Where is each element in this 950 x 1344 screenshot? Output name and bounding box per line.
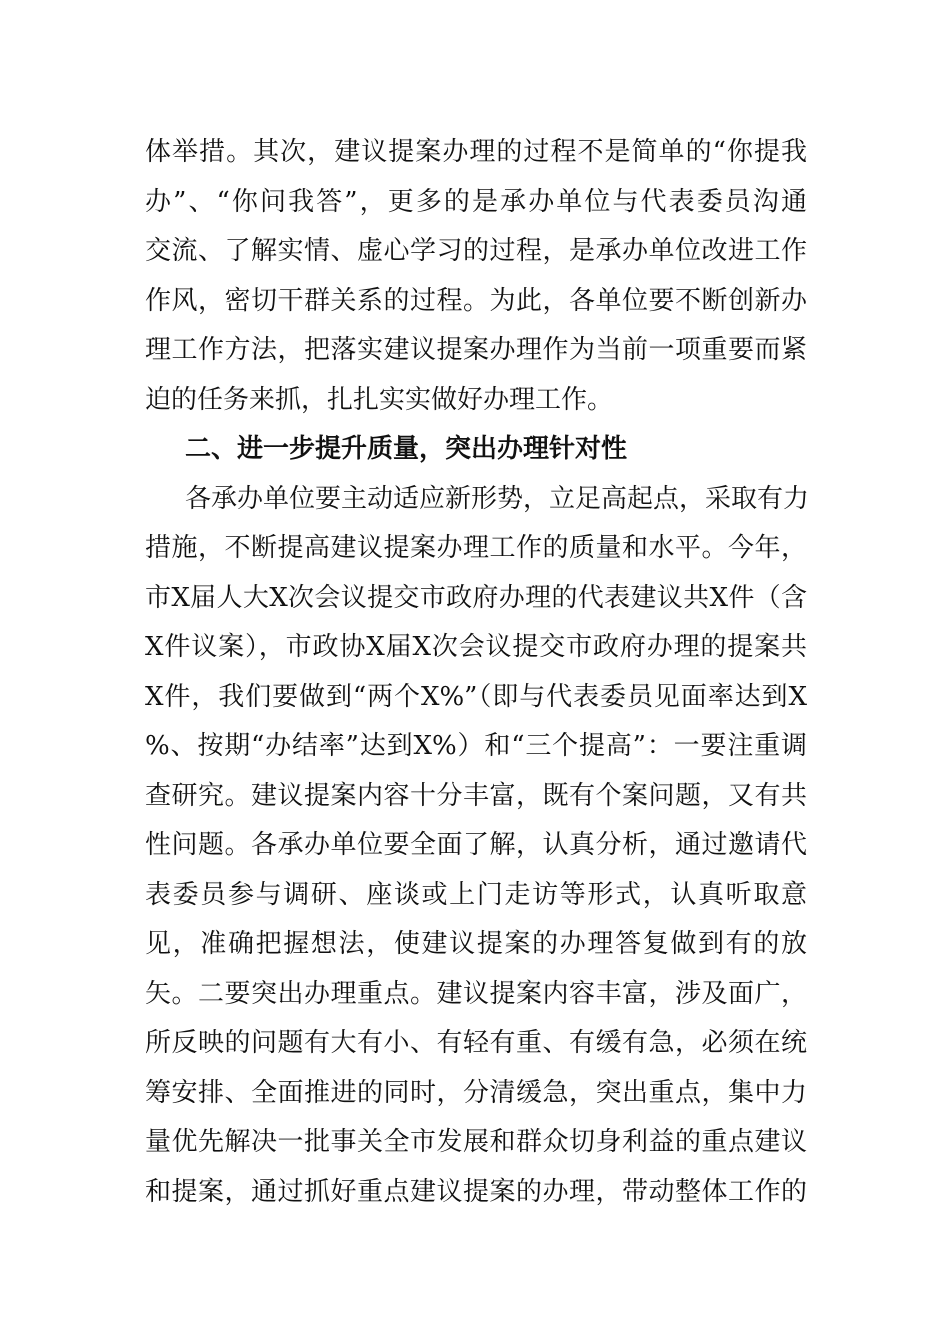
text-line: 见，准确把握想法，使建议提案的办理答复做到有的放	[145, 929, 807, 959]
text-line: 量优先解决一批事关全市发展和群众切身利益的重点建议	[145, 1127, 807, 1157]
text-line: X件议案），市政协X届X次会议提交市政府办理的提案共	[145, 632, 807, 662]
paragraph-1	[145, 128, 807, 425]
text-line: 所反映的问题有大有小、有轻有重、有缓有急，必须在统	[145, 1028, 807, 1058]
text-line: 办”、“你问我答”，更多的是承办单位与代表委员沟通	[145, 186, 807, 217]
text-line: 筹安排、全面推进的同时，分清缓急，突出重点，集中力	[145, 1077, 807, 1108]
text-line: 作风，密切干群关系的过程。为此，各单位要不断创新办	[145, 285, 807, 316]
document-body	[145, 128, 810, 1217]
text-line: 迫的任务来抓，扎扎实实做好办理工作。	[145, 384, 614, 415]
text-line: 查研究。建议提案内容十分丰富，既有个案问题，又有共	[145, 780, 807, 811]
text-line: X件，我们要做到“两个X%”（即与代表委员见面率达到X	[145, 681, 807, 712]
text-line: 市X届人大X次会议提交市政府办理的代表建议共X件（含	[145, 582, 807, 613]
section-heading: 二、进一步提升质量，突出办理针对性	[185, 434, 628, 464]
text-line: 和提案，通过抓好重点建议提案的办理，带动整体工作的	[145, 1176, 807, 1207]
text-line: 表委员参与调研、座谈或上门走访等形式，认真听取意	[145, 879, 807, 910]
text-line: %、按期“办结率”达到X%）和“三个提高”：一要注重调	[145, 731, 807, 761]
text-line: 体举措。其次，建议提案办理的过程不是简单的“你提我	[145, 137, 807, 167]
text-line: 矢。二要突出办理重点。建议提案内容丰富，涉及面广，	[145, 978, 807, 1009]
text-line: 性问题。各承办单位要全面了解，认真分析，通过邀请代	[145, 830, 807, 860]
text-line: 理工作方法，把落实建议提案办理作为当前一项重要而紧	[145, 335, 807, 365]
text-line: 措施，不断提高建议提案办理工作的质量和水平。今年，	[145, 533, 807, 563]
paragraph-2	[145, 475, 810, 1218]
text-line: 交流、了解实情、虚心学习的过程，是承办单位改进工作	[145, 236, 807, 266]
text-line: 各承办单位要主动适应新形势，立足高起点，采取有力	[185, 483, 810, 514]
